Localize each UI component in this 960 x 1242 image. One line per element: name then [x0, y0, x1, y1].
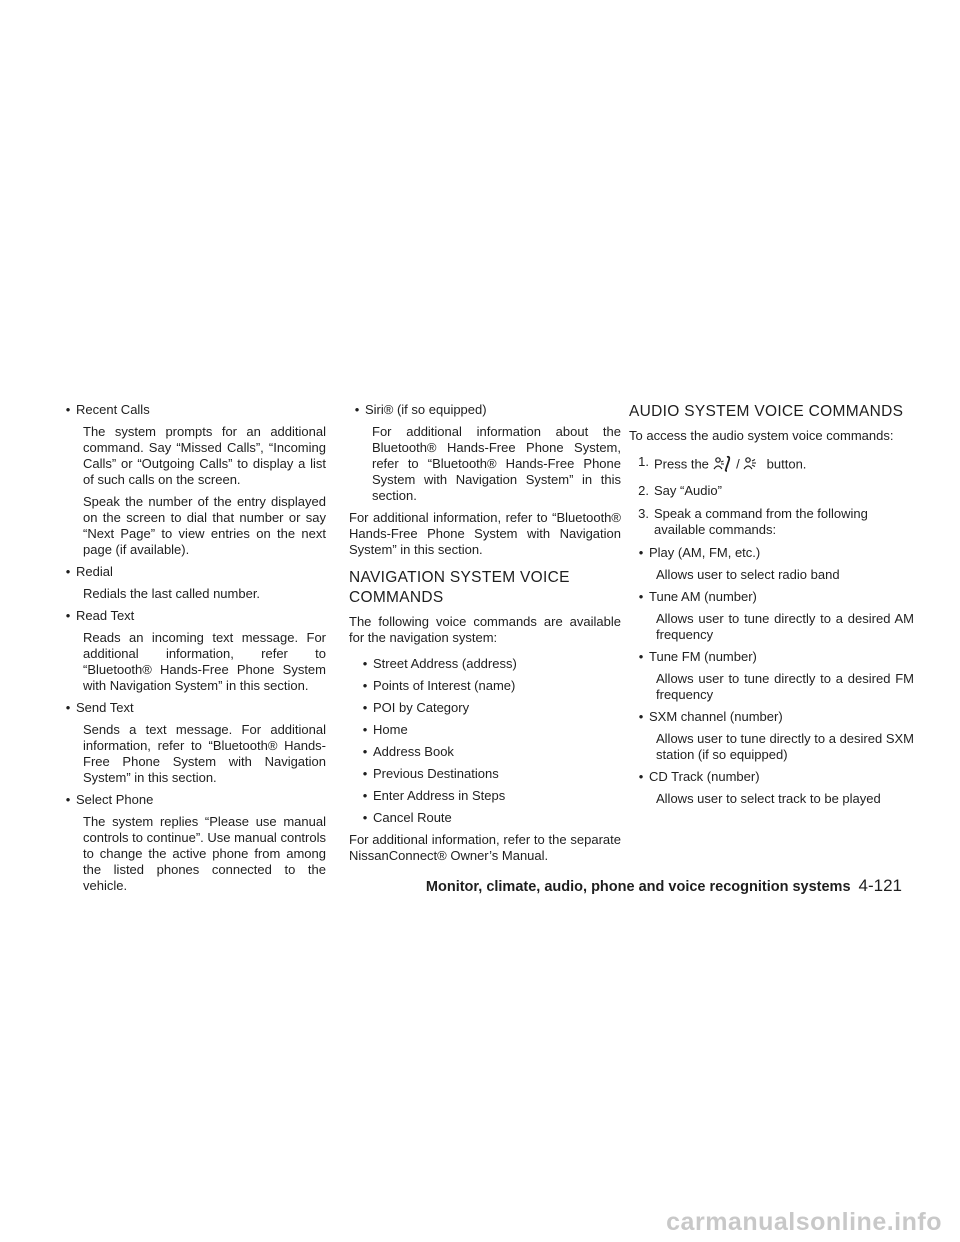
- page-footer: [426, 876, 902, 896]
- step-item: 3. Speak a command from the following available commands:: [638, 506, 868, 537]
- list-item: • Previous Destinations: [362, 766, 499, 781]
- item-label: Send Text: [76, 700, 134, 715]
- list-item: • Tune AM (number) Allows user to tune directly to a desired AM frequency: [638, 589, 914, 642]
- list-item: • Points of Interest (name): [362, 678, 516, 693]
- item-description: Sends a text message. For additional information, refer to “Bluetooth® Hands-Free Phone System with Navigation System” in this section.: [83, 722, 326, 785]
- list-item: • Home: [362, 722, 408, 737]
- audio-intro: To access the audio system voice commands:: [629, 428, 894, 443]
- list-item: • Send Text Sends a text message. For additional information, refer to “Bluetooth® Hands-Free Phone System with Navigation System” in this section.: [65, 700, 326, 785]
- voice-recognition-icon: [743, 454, 759, 476]
- column-phone-commands: [60, 402, 326, 900]
- audio-command-list: [633, 545, 914, 807]
- list-item: • Street Address (address): [362, 656, 517, 671]
- list-item: • Enter Address in Steps: [362, 788, 506, 803]
- navigation-command-list: [349, 656, 621, 826]
- item-label: Redial: [76, 564, 113, 579]
- column-audio-commands: [629, 402, 914, 813]
- voice-recognition-steering-icon: [713, 454, 733, 476]
- list-item: • Read Text Reads an incoming text message. For additional information, refer to “Bluetooth® Hands-Free Phone System with Navigation System” in this section.: [65, 608, 326, 693]
- step-item: 2. Say “Audio”: [638, 483, 722, 498]
- item-description: Redials the last called number.: [83, 586, 261, 601]
- page-number: 4-121: [858, 876, 902, 895]
- item-description: The system prompts for an additional command. Say “Missed Calls”, “Incoming Calls” or “Outgoing Calls” to display a list of such calls on the screen.: [83, 424, 326, 487]
- item-label: Read Text: [76, 608, 135, 623]
- list-item: • Recent Calls The system prompts for an additional command. Say “Missed Calls”, “Incoming Calls” or “Outgoing Calls” to display a list of such calls on the screen. Speak the number of the entry displayed on the screen to dial that number or say “Next Page” to view entries on the next page (if available).: [65, 402, 326, 557]
- item-description: Speak the number of the entry displayed on the screen to dial that number or say “Next Page” to view entries on the next page (if available).: [83, 494, 326, 557]
- navigation-intro: The following voice commands are available for the navigation system:: [349, 614, 621, 645]
- audio-heading: AUDIO SYSTEM VOICE COMMANDS: [629, 403, 904, 420]
- list-item: • CD Track (number) Allows user to select track to be played: [638, 769, 881, 806]
- item-label: Siri® (if so equipped): [365, 402, 487, 417]
- list-item: • Redial Redials the last called number.: [60, 564, 326, 602]
- item-label: Select Phone: [76, 792, 154, 807]
- section-title: Monitor, climate, audio, phone and voice recognition systems: [425, 879, 851, 895]
- item-label: Recent Calls: [76, 402, 150, 417]
- step-item: 1. Press the / button.: [629, 454, 914, 476]
- navigation-note: For additional information, refer to the separate NissanConnect® Owner’s Manual.: [349, 832, 621, 863]
- item-description: Reads an incoming text message. For additional information, refer to “Bluetooth® Hands-Free Phone System with Navigation System” in this section.: [83, 630, 326, 693]
- siri-note: For additional information, refer to “Bluetooth® Hands-Free Phone System with Navigation System” in this section.: [349, 510, 621, 557]
- list-item: • Address Book: [362, 744, 454, 759]
- list-item: • POI by Category: [362, 700, 470, 715]
- list-item: • Play (AM, FM, etc.) Allows user to select radio band: [638, 545, 840, 582]
- audio-steps: [629, 454, 914, 538]
- column-navigation-commands: [349, 402, 621, 874]
- watermark: carmanualsonline.info: [666, 1208, 942, 1236]
- list-item: • Tune FM (number) Allows user to tune directly to a desired FM frequency: [638, 649, 914, 702]
- list-item: • SXM channel (number) Allows user to tune directly to a desired SXM station (if so equipped): [638, 709, 914, 762]
- item-description: The system replies “Please use manual controls to continue”. Use manual controls to change the active phone from among the listed phones connected to the vehicle.: [83, 814, 326, 893]
- list-item: • Siri® (if so equipped) For additional information about the Bluetooth® Hands-Free Phone System, refer to “Bluetooth® Hands-Free Phone System with Navigation System” in this section.: [354, 402, 621, 503]
- list-item: • Select Phone The system replies “Please use manual controls to continue”. Use manual controls to change the active phone from among the listed phones connected to the vehicle.: [65, 792, 326, 893]
- list-item: • Cancel Route: [362, 810, 452, 825]
- item-description: For additional information about the Bluetooth® Hands-Free Phone System, refer to “Bluetooth® Hands-Free Phone System with Navigation System” in this section.: [372, 424, 621, 503]
- navigation-heading: NAVIGATION SYSTEM VOICE COMMANDS: [349, 569, 570, 606]
